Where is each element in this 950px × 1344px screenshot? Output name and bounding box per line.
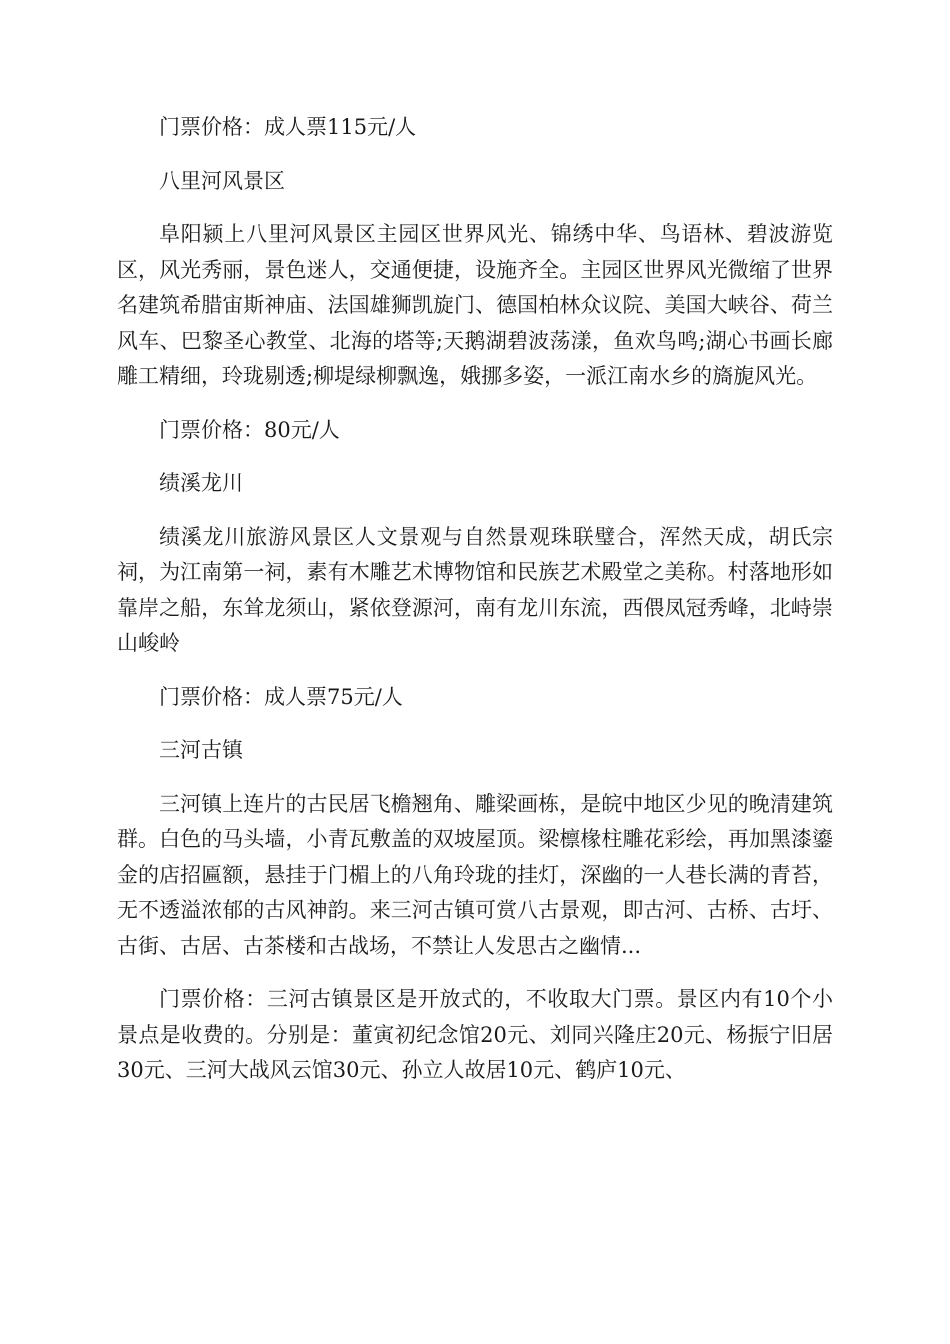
ticket-price-paragraph: 门票价格：80元/人 (159, 417, 340, 442)
document-body (117, 110, 833, 1107)
body-paragraph-balihe: 阜阳颍上八里河风景区主园区世界风光、锦绣中华、鸟语林、碧波游览区，风光秀丽，景色迷人，交通便捷，设施齐全。主园区世界风光微缩了世界名建筑希腊宙斯神庙、法国雄狮凯旋门、德国柏林众议院、美国大峡谷、荷兰风车、巴黎圣心教堂、北海的塔等;天鹅湖碧波荡漾，鱼欢鸟鸣;湖心书画长廊雕工精细，玲珑剔透;柳堤绿柳飘逸，娥挪多姿，一派江南水乡的旖旎风光。 (117, 222, 833, 388)
body-paragraph-jixi-longchuan: 绩溪龙川旅游风景区人文景观与自然景观珠联璧合，浑然天成，胡氏宗祠，为江南第一祠，素有木雕艺术博物馆和民族艺术殿堂之美称。村落地形如靠岸之船，东耸龙须山，紧依登源河，南有龙川东流，西偎凤冠秀峰，北峙崇山峻岭 (117, 524, 833, 655)
section-heading-jixi-longchuan: 绩溪龙川 (159, 471, 243, 495)
body-paragraph-sanhe-town: 三河镇上连片的古民居飞檐翘角、雕梁画栋，是皖中地区少见的晚清建筑群。白色的马头墙，小青瓦敷盖的双坡屋顶。梁檩椽柱雕花彩绘，再加黑漆鎏金的店招匾额，悬挂于门楣上的八角玲珑的挂灯，深幽的一人巷长满的青苔，无不透溢浓郁的古风神韵。来三河古镇可赏八古景观，即古河、古桥、古圩、古街、古居、古茶楼和古战场，不禁让人发思古之幽情... (117, 791, 833, 958)
ticket-price-paragraph: 门票价格：三河古镇景区是开放式的，不收取大门票。景区内有10个小景点是收费的。分别是：董寅初纪念馆20元、刘同兴隆庄20元、杨振宁旧居30元、三河大战风云馆30元、孙立人故居10元、鹤庐10元、 (117, 987, 833, 1082)
ticket-price-paragraph: 门票价格：成人票75元/人 (159, 684, 403, 709)
ticket-price-paragraph: 门票价格：成人票115元/人 (159, 115, 417, 139)
section-heading-sanhe-town: 三河古镇 (159, 738, 243, 762)
section-heading-balihe: 八里河风景区 (159, 168, 285, 193)
